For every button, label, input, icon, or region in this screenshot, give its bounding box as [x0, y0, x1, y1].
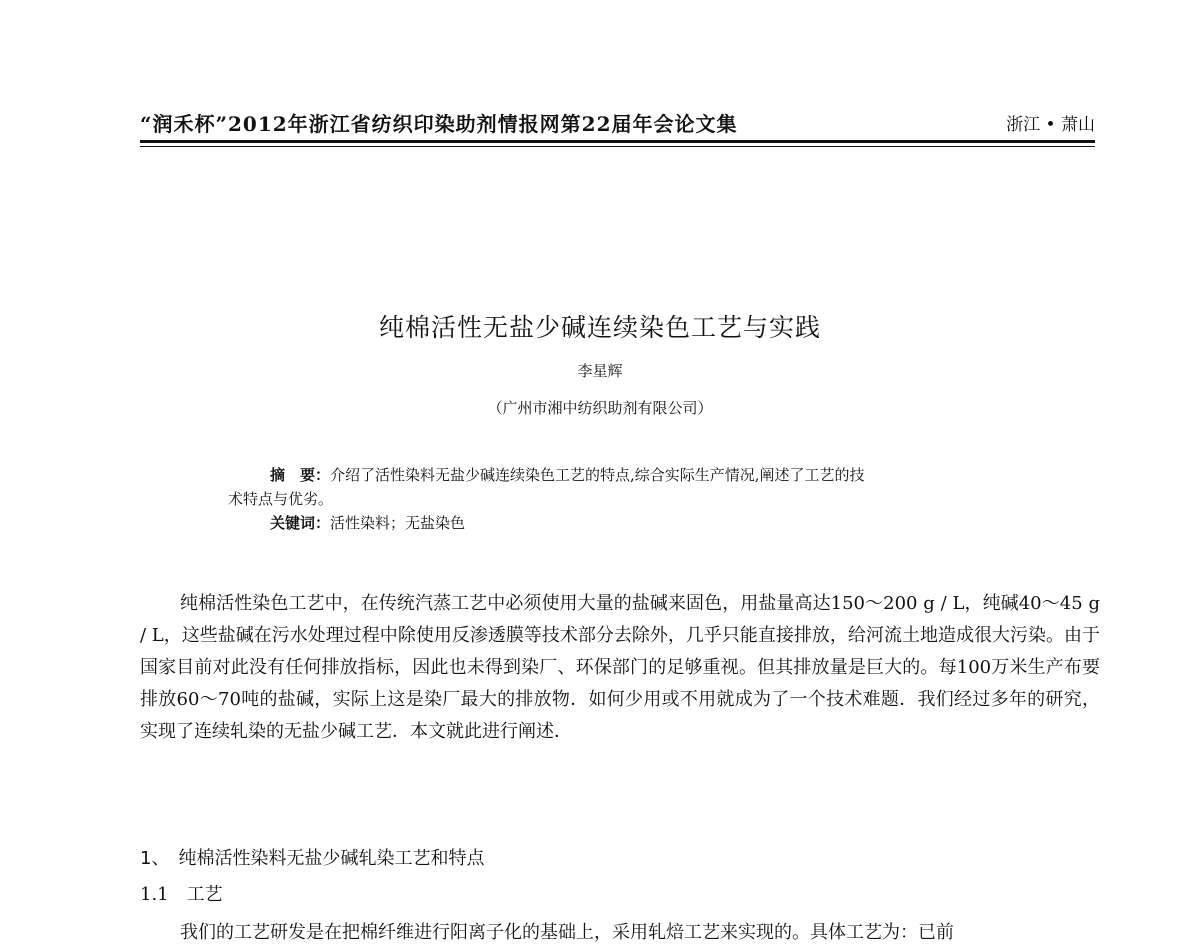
abstract-block	[228, 463, 1008, 535]
abstract-text-line1: 介绍了活性染料无盐少碱连续染色工艺的特点,综合实际生产情况,阐述了工艺的技	[330, 466, 865, 484]
keywords-label: 关键词：	[270, 514, 331, 532]
running-header	[140, 98, 1095, 138]
paper-title: 纯棉活性无盐少碱连续染色工艺与实践	[378, 313, 821, 342]
section-heading-1: 1、 纯棉活性染料无盐少碱轧染工艺和特点	[140, 848, 485, 869]
keywords-text: 活性染料；无盐染色	[330, 514, 466, 532]
abstract-text-line2: 术特点与优劣。	[228, 490, 334, 508]
section-heading-1-1: 1.1 工艺	[140, 884, 223, 905]
paper-author: 李星辉	[577, 362, 623, 380]
header-rule-thick	[140, 140, 1095, 143]
journal-title: “润禾杯”2012年浙江省纺织印染助剂情报网第22届年会论文集	[140, 112, 738, 136]
header-rule-thin	[140, 146, 1095, 147]
abstract-label: 摘 要：	[270, 466, 331, 484]
intro-paragraph: 纯棉活性染色工艺中，在传统汽蒸工艺中必须使用大量的盐碱来固色，用盐量高达150～200 g / L，纯碱40～45 g / L，这些盐碱在污水处理过程中除使用反渗透膜等技术部分去除外，几乎只能直接排放，给河流土地造成很大污染。由于国家目前对此没有任何排放指标，因此也未得到染厂、环保部门的足够重视。但其排放量是巨大的。每100万米生产布要排放60～70吨的盐碱，实际上这是染厂最大的排放物．如何少用或不用就成为了一个技术难题．我们经过多年的研究，实现了连续轧染的无盐少碱工艺．本文就此进行阐述．	[140, 593, 1100, 742]
process-paragraph: 我们的工艺研发是在把棉纤维进行阳离子化的基础上，采用轧焙工艺来实现的。具体工艺为：已前	[180, 922, 954, 943]
body-text	[140, 588, 1100, 748]
paper-affiliation: （广州市湘中纺织助剂有限公司）	[487, 399, 713, 417]
conference-location: 浙江 • 萧山	[1006, 115, 1095, 135]
